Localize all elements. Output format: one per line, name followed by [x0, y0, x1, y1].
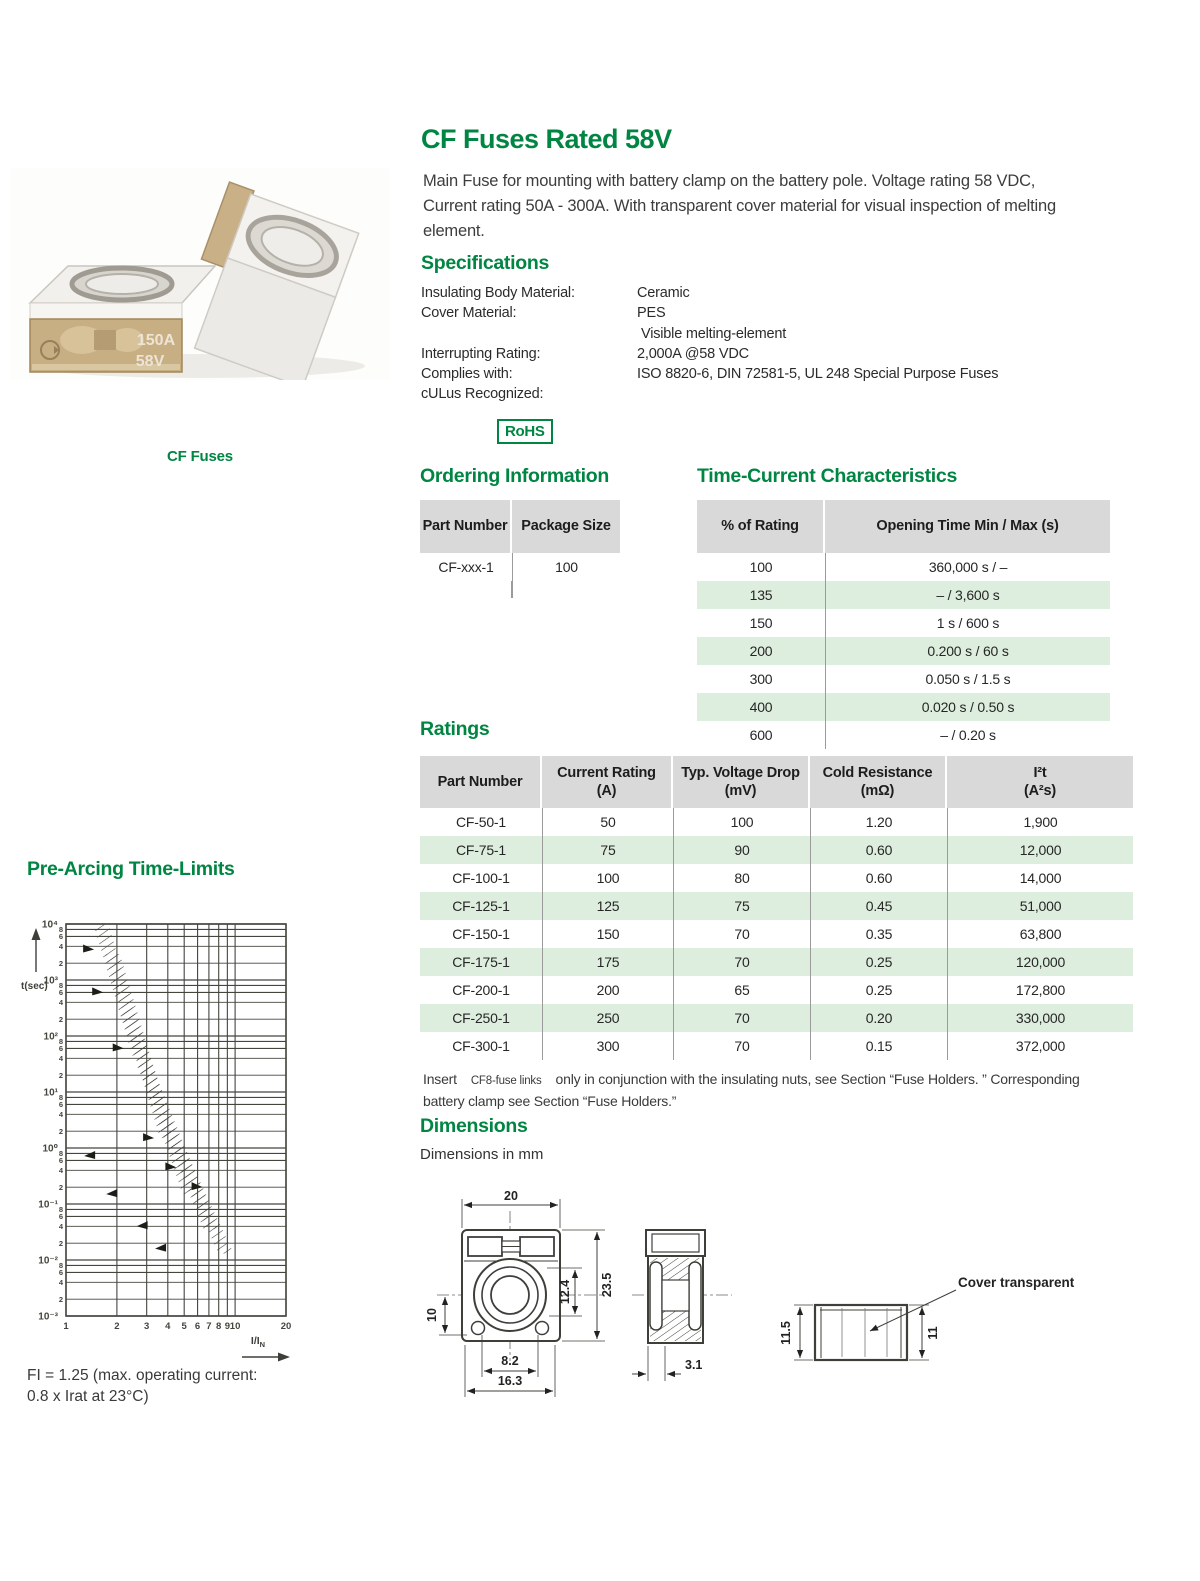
- column-header-line: (A²s): [1023, 783, 1057, 799]
- y-minor-tick-label: 4: [58, 998, 63, 1008]
- y-minor-tick-label: 2: [58, 1126, 63, 1136]
- x-tick-label: 3: [144, 1321, 150, 1332]
- table-cell: – / 0.20 s: [825, 721, 1110, 749]
- table-cell: 70: [673, 948, 810, 976]
- specifications-list: [421, 283, 1041, 405]
- table-cell: 0.15: [810, 1032, 947, 1060]
- curve-marker: [92, 987, 103, 995]
- dim-width-label: 20: [504, 1189, 518, 1203]
- y-minor-tick-label: 2: [58, 1182, 63, 1192]
- specifications-heading: Specifications: [421, 252, 550, 274]
- y-minor-tick-label: 6: [58, 1100, 63, 1110]
- table-row: [420, 836, 1133, 864]
- curve-marker: [143, 1133, 154, 1141]
- table-row: [420, 1004, 1133, 1032]
- prearcing-chart: [20, 888, 310, 1366]
- column-header: Part Number: [420, 500, 512, 553]
- cover-cap-inner: [652, 1234, 699, 1252]
- ratings-table: [420, 756, 1133, 1060]
- dim-base-height-label: 10: [425, 1308, 439, 1322]
- y-minor-tick-label: 8: [58, 1261, 63, 1271]
- table-cell: CF-75-1: [456, 842, 506, 858]
- column-header-line: Current Rating: [557, 764, 656, 781]
- y-tick-label: 10³: [43, 975, 58, 987]
- spec-label: cULus Recognized:: [421, 386, 544, 403]
- spec-row: [421, 283, 1041, 303]
- dimension-cover-view: [770, 1255, 1100, 1385]
- curve-marker: [106, 1189, 117, 1197]
- ordering-information-heading: Ordering Information: [420, 465, 610, 487]
- table-cell: 0.35: [810, 920, 947, 948]
- y-minor-tick-label: 6: [58, 1044, 63, 1054]
- table-cell: 63,800: [947, 920, 1133, 948]
- table-cell: 75: [542, 836, 673, 864]
- table-cell: 300: [749, 671, 773, 687]
- spec-row: [421, 384, 1041, 404]
- plot-area: [38, 920, 291, 1333]
- column-header-line: Cold Resistance: [822, 764, 933, 781]
- y-tick-label: 10⁻¹: [38, 1199, 58, 1211]
- y-minor-tick-label: 2: [58, 1238, 63, 1248]
- y-minor-tick-label: 6: [58, 1212, 63, 1222]
- dim-outer-height-label: 11.5: [779, 1321, 793, 1345]
- spec-row: [421, 364, 1041, 384]
- table-cell: CF-100-1: [452, 870, 510, 886]
- table-cell: 70: [673, 1004, 810, 1032]
- table-cell: 50: [542, 808, 673, 836]
- curve-marker: [83, 945, 94, 953]
- table-cell: 90: [673, 836, 810, 864]
- fi-note: [27, 1366, 327, 1408]
- table-cell: 75: [673, 892, 810, 920]
- clamp-tab: [520, 1237, 554, 1256]
- curve-marker: [84, 1151, 95, 1159]
- table-cell: 400: [749, 699, 773, 715]
- table-row: [420, 808, 1133, 836]
- ratings-heading: Ratings: [420, 718, 490, 740]
- spec-label: Complies with:: [421, 366, 513, 383]
- table-cell: 150: [749, 615, 773, 631]
- fuse-voltage-rating-label: 58V: [135, 353, 165, 370]
- table-cell: 100: [749, 559, 773, 575]
- x-tick-label: 4: [165, 1321, 171, 1332]
- table-cell: 51,000: [947, 892, 1133, 920]
- x-tick-label: 7: [206, 1321, 212, 1332]
- y-tick-label: 10⁰: [42, 1143, 58, 1155]
- x-tick-label: 2: [114, 1321, 120, 1332]
- plot-border: [66, 924, 286, 1316]
- curve-marker: [113, 1043, 124, 1051]
- y-minor-tick-label: 8: [58, 1205, 63, 1215]
- fi-note-line: FI = 1.25 (max. operating current:: [27, 1367, 258, 1384]
- column-header-line: I²t: [1033, 764, 1047, 781]
- x-tick-label: 6: [194, 1321, 201, 1332]
- table-cell: CF-xxx-1: [438, 559, 494, 575]
- table-cell: CF-250-1: [452, 1010, 510, 1026]
- y-minor-tick-label: 4: [58, 1110, 63, 1120]
- table-cell: 150: [542, 920, 673, 948]
- y-minor-tick-label: 2: [58, 1014, 63, 1024]
- y-minor-tick-label: 6: [58, 988, 63, 998]
- y-minor-tick-label: 6: [58, 1268, 63, 1278]
- table-cell: 70: [673, 920, 810, 948]
- table-cell: 0.60: [810, 836, 947, 864]
- curve-marker: [137, 1221, 148, 1229]
- y-tick-label: 10⁻³: [38, 1311, 58, 1323]
- spec-value: Visible melting-element: [641, 325, 787, 342]
- fuse-left-ceramic-band: [30, 303, 182, 319]
- time-current-table: [697, 500, 1110, 749]
- side-channel: [650, 1262, 662, 1330]
- fuse-left-ring-inner: [86, 274, 158, 294]
- clamp-tab: [468, 1237, 502, 1256]
- page-title: CF Fuses Rated 58V: [421, 124, 672, 154]
- spec-value: 2,000A @58 VDC: [637, 345, 749, 362]
- table-cell: 0.25: [810, 976, 947, 1004]
- cover-outline: [815, 1305, 907, 1360]
- table-header-row: [697, 500, 1110, 553]
- spec-label: Insulating Body Material:: [421, 285, 575, 301]
- x-tick-label: 10: [229, 1321, 241, 1332]
- dim-base-width-label: 16.3: [497, 1374, 523, 1388]
- y-minor-tick-label: 8: [58, 981, 63, 991]
- table-cell: CF-200-1: [452, 982, 510, 998]
- ordering-information-table: [420, 500, 620, 581]
- column-header-line: (mV): [724, 783, 757, 799]
- rohs-badge: RoHS: [497, 419, 553, 444]
- spec-label: [421, 324, 637, 344]
- fi-note-line: 0.8 x Irat at 23°C): [27, 1387, 149, 1405]
- column-header: Package Size: [512, 500, 620, 553]
- column-header: [542, 756, 673, 808]
- table-row: [420, 864, 1133, 892]
- y-minor-tick-label: 8: [58, 925, 63, 935]
- table-cell: 0.60: [810, 864, 947, 892]
- table-row: [697, 609, 1110, 637]
- mount-hole: [472, 1322, 485, 1335]
- column-header: % of Rating: [697, 500, 825, 553]
- note-text: only in conjunction with the insulating nuts, see Section “Fuse Holders. ” Corresponding battery clamp see Section “Fuse Holders.”: [423, 1071, 1080, 1110]
- spec-row: [421, 344, 1041, 364]
- table-row: [697, 665, 1110, 693]
- product-description: Main Fuse for mounting with battery clamp on the battery pole. Voltage rating 58 VDC, Current rating 50A - 300A. With transparent cover material for visual inspection of melting element.: [423, 172, 1056, 240]
- spec-value: ISO 8820-6, DIN 72581-5, UL 248 Special Purpose Fuses: [637, 366, 999, 383]
- dimension-front-view: [425, 1183, 615, 1411]
- table-cell: 100: [512, 553, 620, 581]
- table-cell: CF-150-1: [452, 926, 510, 942]
- y-minor-tick-label: 2: [58, 1070, 63, 1080]
- y-axis-label: t(sec): [21, 981, 48, 992]
- x-axis-label-sub: N: [259, 1340, 266, 1349]
- column-header-line: (A): [596, 783, 617, 799]
- dim-wall-label: 3.1: [685, 1358, 703, 1372]
- dimensions-subtitle: Dimensions in mm: [420, 1146, 544, 1163]
- element-window: [662, 1280, 689, 1311]
- y-axis-arrow-head: [32, 928, 41, 940]
- curve-marker: [155, 1244, 166, 1252]
- y-minor-tick-label: 4: [58, 1054, 63, 1064]
- x-axis-label: [251, 1335, 265, 1349]
- table-cell: 100: [542, 864, 673, 892]
- column-header: Opening Time Min / Max (s): [825, 500, 1110, 553]
- y-tick-label: 10⁻²: [38, 1255, 58, 1267]
- cover-transparent-callout: Cover transparent: [958, 1275, 1075, 1290]
- table-cell: 14,000: [947, 864, 1133, 892]
- prearcing-heading: Pre-Arcing Time-Limits: [27, 858, 235, 880]
- spec-label: Interrupting Rating:: [421, 345, 541, 362]
- column-header: [673, 756, 810, 808]
- column-header: [947, 756, 1133, 808]
- y-tick-label: 10²: [43, 1031, 58, 1043]
- table-row: [697, 637, 1110, 665]
- dim-inner-height-label: 11: [926, 1326, 940, 1340]
- ring-inner-circle: [491, 1276, 529, 1314]
- table-cell: 1,900: [947, 808, 1133, 836]
- table-row: [697, 553, 1110, 581]
- y-minor-tick-label: 4: [58, 942, 63, 952]
- dim-slot-width-label: 8.2: [501, 1354, 519, 1368]
- x-tick-label: 8: [216, 1321, 222, 1332]
- dimension-side-view: [628, 1183, 738, 1411]
- x-tick-label: 1: [63, 1321, 69, 1332]
- table-row: [697, 581, 1110, 609]
- side-channel: [689, 1262, 701, 1330]
- table-cell: 0.020 s / 0.50 s: [825, 693, 1110, 721]
- table-row: [420, 1032, 1133, 1060]
- x-axis-arrow-head: [278, 1353, 290, 1362]
- x-tick-label: 9: [224, 1321, 231, 1332]
- table-cell: 0.20: [810, 1004, 947, 1032]
- table-cell: 250: [542, 1004, 673, 1032]
- table-cell: 172,800: [947, 976, 1133, 1004]
- table-cell: – / 3,600 s: [825, 581, 1110, 609]
- table-cell: 300: [542, 1032, 673, 1060]
- y-tick-label: 10¹: [43, 1087, 58, 1099]
- table-row: [697, 721, 1110, 749]
- spec-row: [421, 303, 1041, 323]
- dimensions-heading: Dimensions: [420, 1115, 528, 1137]
- table-cell: 125: [542, 892, 673, 920]
- x-tick-label: 20: [280, 1321, 292, 1332]
- fuse-current-rating-label: 150A: [136, 332, 176, 349]
- spec-label: Cover Material:: [421, 305, 517, 322]
- column-header: [420, 756, 542, 808]
- table-header-row: [420, 500, 620, 553]
- table-cell: 0.25: [810, 948, 947, 976]
- spec-row: [421, 324, 1041, 344]
- mount-hole: [536, 1322, 549, 1335]
- table-row: [697, 693, 1110, 721]
- table-cell: 0.050 s / 1.5 s: [825, 665, 1110, 693]
- photo-caption: CF Fuses: [167, 448, 233, 465]
- table-row: [420, 553, 620, 581]
- table-row: [420, 976, 1133, 1004]
- product-photo: [10, 168, 390, 380]
- table-row: [420, 920, 1133, 948]
- table-cell: 0.200 s / 60 s: [825, 637, 1110, 665]
- table-cell: 12,000: [947, 836, 1133, 864]
- table-cell: 360,000 s / –: [825, 553, 1110, 581]
- y-minor-tick-label: 8: [58, 1093, 63, 1103]
- column-header-line: Part Number: [437, 773, 523, 790]
- dim-height-label: 23.5: [600, 1272, 614, 1298]
- note-part-reference: CF8-fuse links: [470, 1075, 542, 1087]
- table-cell: 70: [673, 1032, 810, 1060]
- y-tick-label: 10⁴: [41, 919, 58, 931]
- table-cell: 372,000: [947, 1032, 1133, 1060]
- table-row: [420, 948, 1133, 976]
- y-minor-tick-label: 4: [58, 1222, 63, 1232]
- table-cell: 1 s / 600 s: [825, 609, 1110, 637]
- y-minor-tick-label: 8: [58, 1037, 63, 1047]
- y-minor-tick-label: 8: [58, 1149, 63, 1159]
- table-header-row: [420, 756, 1133, 808]
- spec-value: Ceramic: [637, 285, 690, 301]
- fuse-left-melting-element: [94, 330, 116, 350]
- y-minor-tick-label: 2: [58, 1294, 63, 1304]
- spec-value: PES: [637, 305, 666, 322]
- y-minor-tick-label: 6: [58, 932, 63, 942]
- time-current-heading: Time-Current Characteristics: [697, 465, 958, 487]
- table-row: [420, 892, 1133, 920]
- table-cell: 175: [542, 948, 673, 976]
- table-cell: 65: [673, 976, 810, 1004]
- y-minor-tick-label: 4: [58, 1166, 63, 1176]
- table-cell: CF-50-1: [456, 814, 506, 830]
- table-cell: 135: [749, 587, 773, 603]
- ratings-note: [423, 1068, 1118, 1113]
- table-divider: [511, 581, 513, 598]
- x-tick-label: 5: [181, 1321, 187, 1332]
- table-cell: CF-125-1: [452, 898, 510, 914]
- x-axis-label-main: I/I: [250, 1335, 260, 1347]
- y-minor-tick-label: 2: [58, 958, 63, 968]
- table-cell: 80: [673, 864, 810, 892]
- table-cell: 100: [673, 808, 810, 836]
- table-cell: CF-300-1: [452, 1038, 510, 1054]
- column-header-line: (mΩ): [860, 783, 895, 799]
- table-cell: 600: [749, 727, 773, 743]
- column-header-line: Typ. Voltage Drop: [681, 764, 800, 781]
- table-cell: 200: [542, 976, 673, 1004]
- table-cell: 200: [749, 643, 773, 659]
- table-cell: 120,000: [947, 948, 1133, 976]
- note-prefix: Insert: [423, 1071, 457, 1087]
- y-minor-tick-label: 4: [58, 1278, 63, 1288]
- y-minor-tick-label: 6: [58, 1156, 63, 1166]
- table-cell: 330,000: [947, 1004, 1133, 1032]
- table-cell: CF-175-1: [452, 954, 510, 970]
- dim-ring-height-label: 12.4: [558, 1279, 572, 1305]
- table-cell: 1.20: [810, 808, 947, 836]
- table-cell: 0.45: [810, 892, 947, 920]
- column-header: [810, 756, 947, 808]
